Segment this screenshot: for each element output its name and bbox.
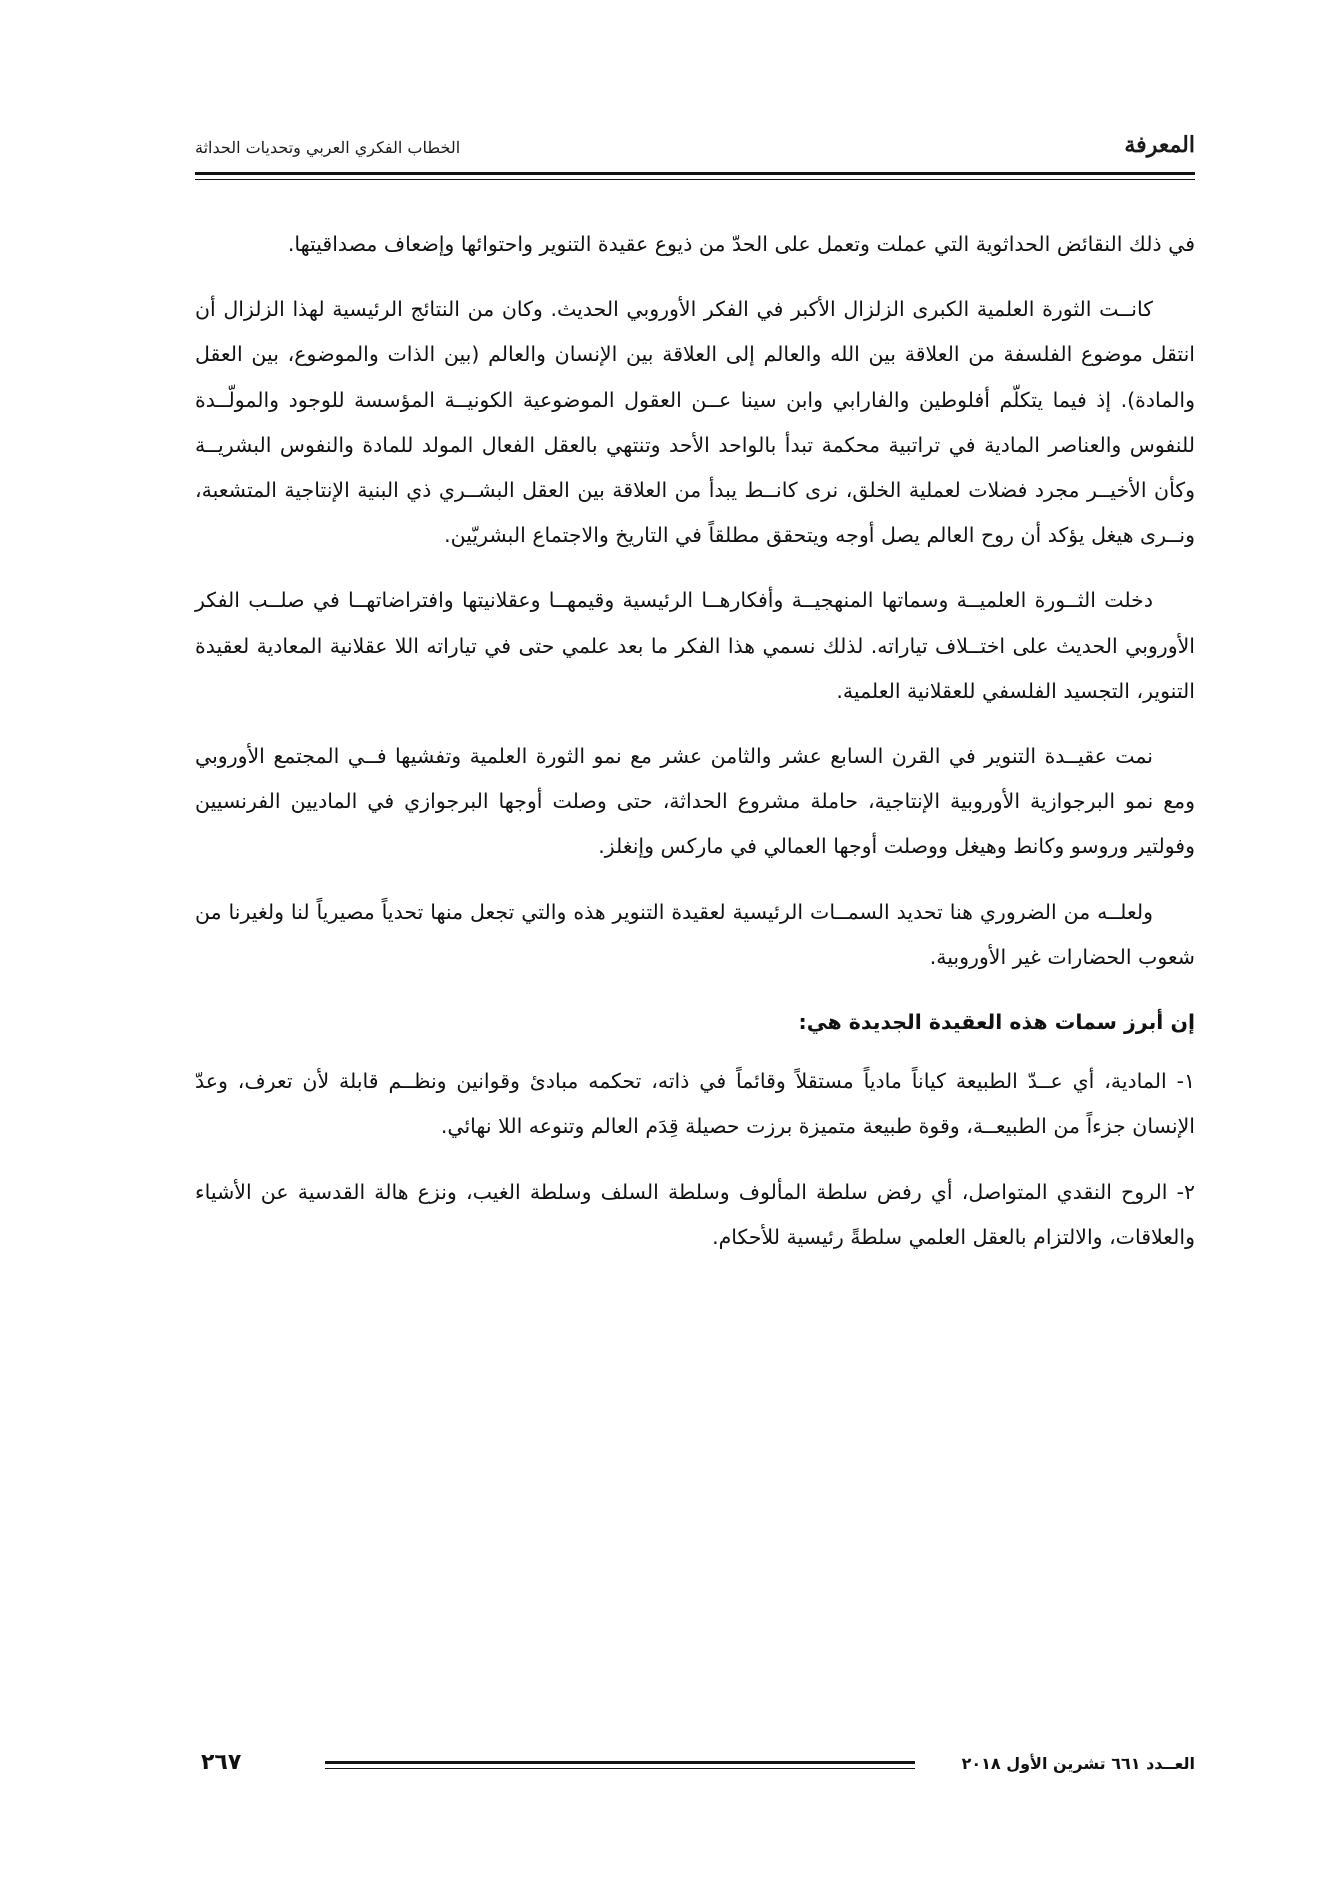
page-number: ٢٦٧ <box>201 1750 242 1775</box>
list-item: ١- المادية، أي عــدّ الطبيعة كياناً مادياً مستقلاً وقائماً في ذاته، تحكمه مبادئ وقوانين ونظــم قابلة لأن تعرف، وعدّ الإنسان جزءاً من الطبيعــة، وقوة طبيعة متميزة برزت حصيلة قِدَم العالم وتنوعه اللا نهائي. <box>195 1069 1195 1139</box>
paragraph: نمت عقيــدة التنوير في القرن السابع عشر والثامن عشر مع نمو الثورة العلمية وتفشيها فــي المجتمع الأوروبي ومع نمو البرجوازية الأوروبية الإنتاجية، حاملة مشروع الحداثة، حتى وصلت أوجها البرجوازي في الماديين الفرنسيين وفولتير وروسو وكانط وهيغل ووصلت أوجها العمالي في ماركس وإنغلز. <box>195 744 1195 859</box>
page-header <box>195 128 1195 168</box>
paragraph: في ذلك النقائض الحداثوية التي عملت وتعمل على الحدّ من ذيوع عقيدة التنوير واحتوائها وإضعاف مصداقيتها. <box>287 232 1195 256</box>
issue-info: العــدد ٦٦١ تشرين الأول ٢٠١٨ <box>961 1754 1195 1773</box>
article-body <box>195 222 1195 1280</box>
running-title: الخطاب الفكري العربي وتحديات الحداثة <box>195 138 461 157</box>
section-subheading: إن أبرز سمات هذه العقيدة الجديدة هي: <box>798 1010 1195 1035</box>
paragraph: ولعلــه من الضروري هنا تحديد السمــات الرئيسية لعقيدة التنوير هذه والتي تجعل منها تحدياً مصيرياً لنا ولغيرنا من شعوب الحضارات غير الأوروبية. <box>195 899 1195 969</box>
journal-logo: المعرفة <box>1124 132 1195 158</box>
footer-rule-thick <box>325 1761 915 1764</box>
paragraph: كانــت الثورة العلمية الكبرى الزلزال الأكبر في الفكر الأوروبي الحديث. وكان من النتائج الرئيسية لهذا الزلزال أن انتقل موضوع الفلسفة من العلاقة بين الله والعالم إلى العلاقة بين الإنسان والعالم (بين الذات والموضوع، بين العقل والمادة). إذ فيما يتكلّم أفلوطين والفارابي وابن سينا عــن العقول الموضوعية الكونيــة المؤسسة للوجود والمولّــدة للنفوس والعناصر المادية في تراتبية محكمة تبدأ بالواحد الأحد وتنتهي بالعقل الفعال المولد للمادة والنفوس البشريــة وكأن الأخيــر مجرد فضلات لعملية الخلق، نرى كانــط يبدأ من العلاقة بين العقل البشــري ذي البنية الإنتاجية المتشعبة، ونــرى هيغل يؤكد أن روح العالم يصل أوجه ويتحقق مطلقاً في التاريخ والاجتماع البشريّين. <box>195 297 1195 548</box>
footer-rule-thin <box>325 1768 915 1769</box>
header-rule-thin <box>195 179 1195 180</box>
header-rule-thick <box>195 172 1195 175</box>
page-footer <box>195 1752 1195 1786</box>
list-item: ٢- الروح النقدي المتواصل، أي رفض سلطة المألوف وسلطة السلف وسلطة الغيب، ونزع هالة القدسية عن الأشياء والعلاقات، والالتزام بالعقل العلمي سلطةً رئيسية للأحكام. <box>195 1179 1195 1249</box>
paragraph: دخلت الثــورة العلميــة وسماتها المنهجيــة وأفكارهــا الرئيسية وقيمهــا وعقلانيتها وافتراضاتهــا في صلــب الفكر الأوروبي الحديث على اختــلاف تياراته. لذلك نسمي هذا الفكر ما بعد علمي حتى في تياراته اللا عقلانية المعادية لعقيدة التنوير، التجسيد الفلسفي للعقلانية العلمية. <box>195 588 1195 703</box>
